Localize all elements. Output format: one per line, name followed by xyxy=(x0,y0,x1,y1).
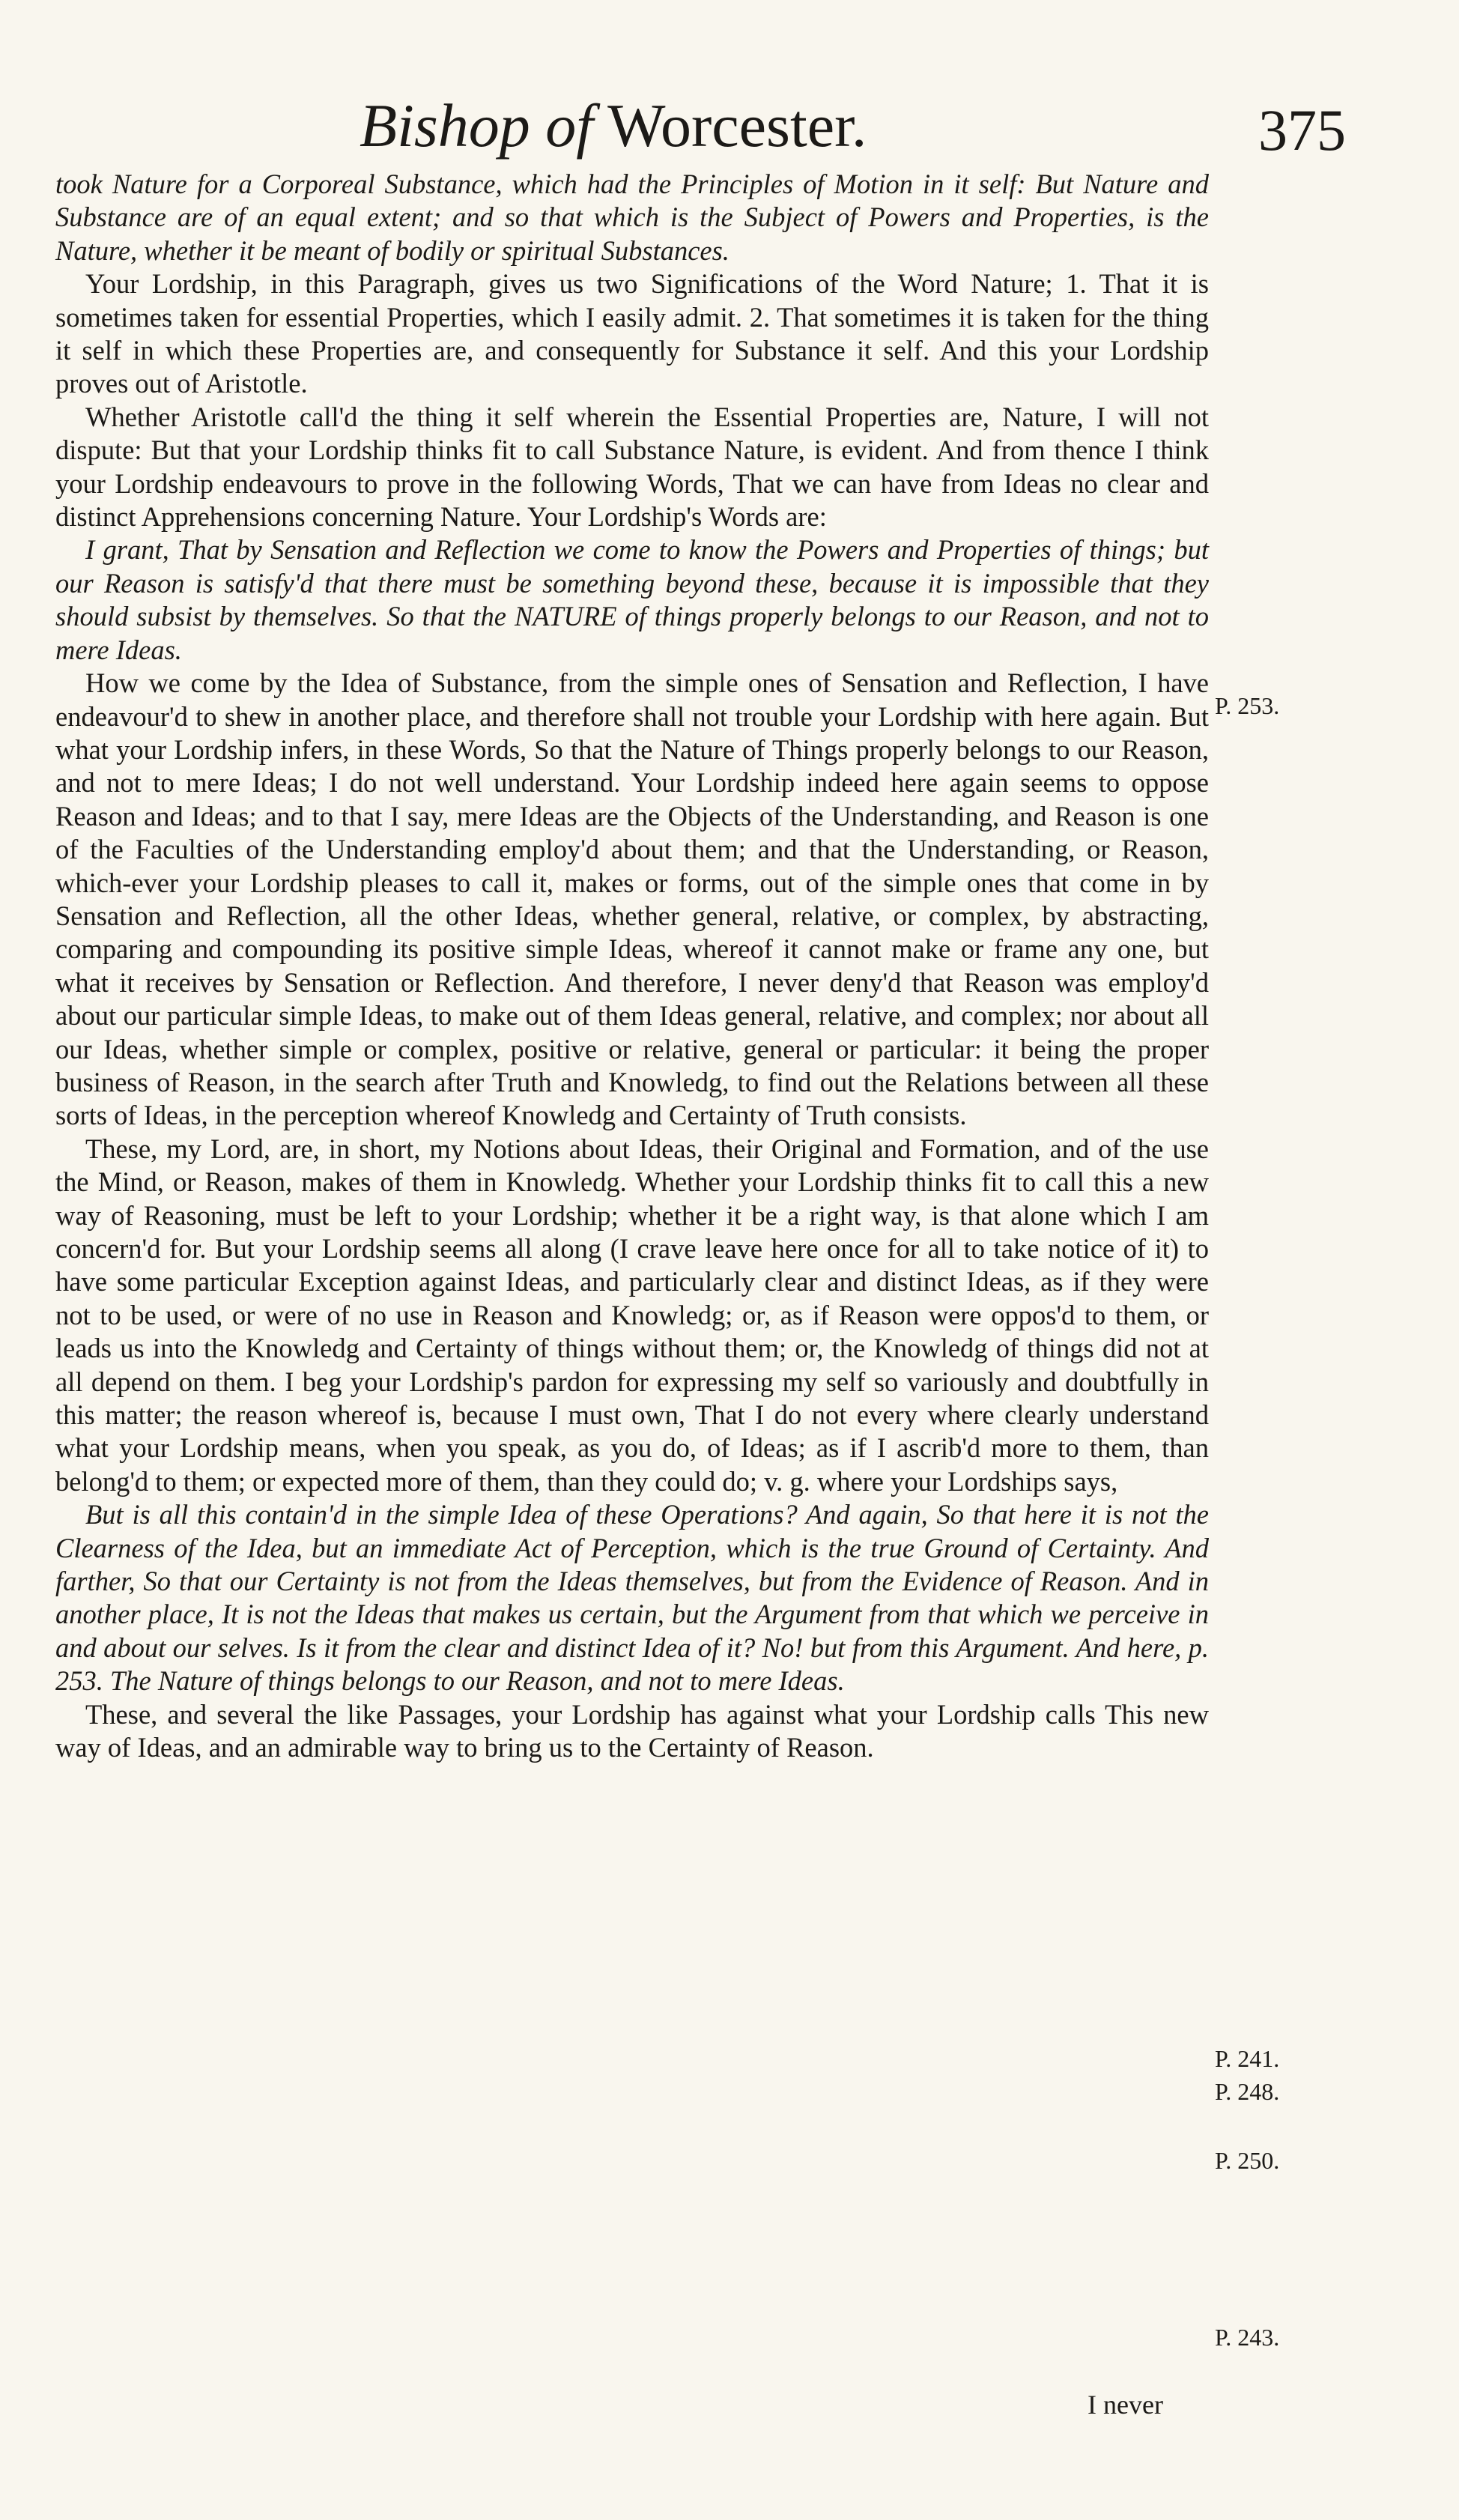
paragraph-notions-about-ideas: These, my Lord, are, in short, my Notions about Ideas, their Original and Formation, and of the use the Mind, or Reason, makes of them in Knowledg. Whether your Lordship thinks fit to call this a new way of Reasoning, must be left to your Lordship; whether it be a right way, is that alone which I am concern'd for. But your Lordship seems all along (I crave leave here once for all to take notice of it) to have some particular Exception against Ideas, and particularly clear and distinct Ideas, as if they were not to be used, or were of no use in Reason and Knowledg; or, as if Reason were oppos'd to them, or leads us into the Knowledg and Certainty of things without them; or, the Knowledg of things did not at all depend on them. I beg your Lordship's pardon for expressing my self so variously and doubtfully in this matter; the reason whereof is, because I must own, That I do not every where clearly understand what your Lordship means, when you speak, as you do, of Ideas; as if I ascrib'd more to them, than belong'd to them; or expected more of them, than they could do; v. g. where your Lordships says, xyxy=(55,1133,1209,1497)
margin-note: P. 250. xyxy=(1215,2147,1280,2174)
running-title xyxy=(360,88,867,163)
margin-note: P. 248. xyxy=(1215,2078,1280,2105)
body-text xyxy=(55,168,1209,1765)
running-title-part-1: Bishop xyxy=(360,91,530,160)
page-header xyxy=(0,88,1459,178)
running-title-part-3: Worcester. xyxy=(607,91,867,160)
paragraph-quote-nature: took Nature for a Corporeal Substance, which had the Principles of Motion in it self: But Nature and Substance are of an equal extent; and so that which is the Subject of Powers and Properties, is the Nature, whether it be meant of bodily or spiritual Substances. xyxy=(55,169,1209,266)
page-number: 375 xyxy=(1258,97,1346,163)
paragraph-two-significations: Your Lordship, in this Paragraph, gives us two Significations of the Word Nature; 1. That it is sometimes taken for essential Properties, which I easily admit. 2. That sometimes it is taken for the thing it self in which these Properties are, and consequently for Substance it self. And this your Lordship proves out of Aristotle. xyxy=(55,268,1209,399)
paragraph-cited-passages: But is all this contain'd in the simple Idea of these Operations? And again, So that here it is not the Clearness of the Idea, but an immediate Act of Perception, which is the true Ground of Certainty. And farther, So that our Certainty is not from the Ideas themselves, but from the Evidence of Reason. And in another place, It is not the Ideas that makes us certain, but the Argument from that which we perceive in and about our selves. Is it from the clear and distinct Idea of it? No! but from this Argument. And here, p. 253. The Nature of things belongs to our Reason, and not to mere Ideas. xyxy=(55,1499,1209,1697)
margin-note: P. 241. xyxy=(1215,2045,1280,2072)
paragraph-aristotle: Whether Aristotle call'd the thing it self wherein the Essential Properties are, Nature, I will not dispute: But that your Lordship thinks fit to call Substance Nature, is evident. And from thence I think your Lordship endeavours to prove in the following Words, That we can have from Ideas no clear and distinct Apprehensions concerning Nature. Your Lordship's Words are: xyxy=(55,401,1209,533)
paragraph-quote-sensation: I grant, That by Sensation and Reflection we come to know the Powers and Properties of things; but our Reason is satisfy'd that there must be something beyond these, because it is impossible that they should subsist by themselves. So that the NATURE of things properly belongs to our Reason, and not to mere Ideas. xyxy=(55,534,1209,665)
paragraph-new-way-of-ideas: These, and several the like Passages, your Lordship has against what your Lordship calls This new way of Ideas, and an admirable way to bring us to the Certainty of Reason. xyxy=(55,1698,1209,1763)
margin-note: P. 243. xyxy=(1215,2324,1280,2351)
paragraph-idea-of-substance: How we come by the Idea of Substance, from the simple ones of Sensation and Reflection, I have endeavour'd to shew in another place, and therefore shall not trouble your Lordship with here again. But what your Lordship infers, in these Words, So that the Nature of Things properly belongs to our Reason, and not to mere Ideas; I do not well understand. Your Lordship indeed here again seems to oppose Reason and Ideas; and to that I say, mere Ideas are the Objects of the Understanding, and Reason is one of the Faculties of the Understanding employ'd about them; and that the Understanding, or Reason, which-ever your Lordship pleases to call it, makes or forms, out of the simple ones that come in by Sensation and Reflection, all the other Ideas, whether general, relative, or complex, by abstracting, comparing and compounding its positive simple Ideas, whereof it cannot make or frame any one, but what it receives by Sensation or Reflection. And therefore, I never deny'd that Reason was employ'd about our particular simple Ideas, to make out of them Ideas general, relative, and complex; nor about all our Ideas, whether simple or complex, positive or relative, general or particular: it being the proper business of Reason, in the search after Truth and Knowledg, to find out the Relations between all these sorts of Ideas, in the perception whereof Knowledg and Certainty of Truth consists. xyxy=(55,667,1209,1131)
margin-note: P. 253. xyxy=(1215,692,1280,719)
catchword: I never xyxy=(1088,2390,1163,2420)
running-title-part-2: of xyxy=(545,91,594,160)
